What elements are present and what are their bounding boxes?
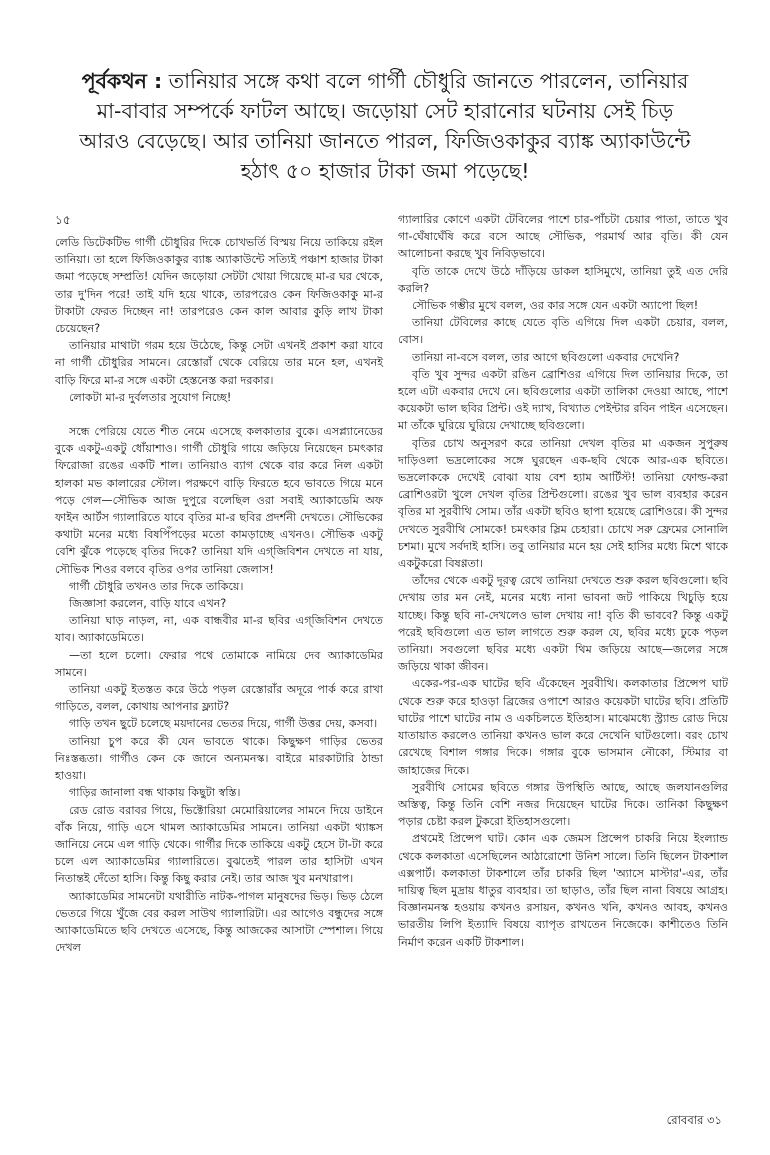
chapter-number: ১৫	[55, 213, 71, 227]
recap-intro	[72, 66, 698, 186]
paragraph: তানিয়া না-বসে বলল, তার আগে ছবিগুলো একবার দেখেনি?	[412, 350, 680, 364]
paragraph: অ্যাকাডেমির সামনেটা যথারীতি নাটক-পাগল মানুষদের ভিড়। ভিড় ঠেলে ভেতরে গিয়ে খুঁজে বের করল সাউথ গ্যালারিটা। এর আগেও বন্ধুদের সঙ্গে অ্যাকাডেমিতে ছবি দেখতে এসেছে, কিন্তু আজকের আসাটা স্পেশাল। গিয়ে দেখল	[55, 889, 383, 955]
left-column	[55, 234, 383, 956]
page-footer: রোববার ৩১	[666, 1113, 722, 1127]
paragraph: তাঁদের থেকে একটু দূরত্ব রেখে তানিয়া দেখতে শুরু করল ছবিগুলো। ছবি দেখায় তার মন নেই, মনের মধ্যে নানা ভাবনা জট পাকিয়ে খিচুড়ি হয়ে যাচ্ছে। কিন্তু ছবি না-দেখলেও ভাল দেখায় না! বৃতি কী ভাববে? কিন্তু একটু পরেই ছবিগুলো এত ভাল লাগতে শুরু করল যে, ছবির মধ্যে ঢুকে পড়ল তানিয়া। সবগুলো ছবির মধ্যে একটা থিম জড়িয়ে আছে—জলের সঙ্গে জড়িয়ে থাকা জীবন।	[398, 574, 728, 674]
paragraph: বৃতি খুব সুন্দর একটা রঙিন ব্রোশিওর এগিয়ে দিল তানিয়ার দিকে, তা হলে এটা একবার দেখে নে। ছবিগুলোর একটা তালিকা দেওয়া আছে, পাশে কয়েকটা ভাল ছবির প্রিন্ট। ওই দ্যাখ, বিখ্যাত পেইন্টার রবিন পাইন এসেছেন। মা তাঁকে ঘুরিয়ে ঘুরিয়ে দেখাচ্ছে ছবিগুলো।	[398, 367, 728, 433]
recap-label: পূর্বকথন :	[81, 69, 163, 93]
paragraph: গাড়ির জানালা বন্ধ থাকায় কিছুটা স্বস্তি।	[69, 786, 241, 800]
paragraph: জিজ্ঞাসা করলেন, বাড়ি যাবে এখন?	[69, 597, 227, 611]
paragraph: রেড রোড বরাবর গিয়ে, ভিক্টোরিয়া মেমোরিয়ালের সামনে দিয়ে ডাইনে বাঁক নিয়ে, গাড়ি এসে থামল অ্যাকাডেমির সামনে। তানিয়া একটা থ্যাঙ্কস জানিয়ে নেমে এল গাড়ি থেকে। গার্গীর দিকে তাকিয়ে একটু হেসে টা-টা করে চলে এল অ্যাকাডেমির গ্যালারিতে। বুঝতেই পারল তার হাসিটা এখন নিতান্তই দেঁতো হাসি। কিন্তু কিছু করার নেই। তার আজ খুব মনখারাপ।	[55, 803, 383, 886]
paragraph: তানিয়া চুপ করে কী যেন ভাবতে থাকে। কিছুক্ষণ গাড়ির ভেতর নিঃস্তব্ধতা। গার্গীও কেন কে জানে অন্যমনস্ক। বাইরে মারকাটারি ঠান্ডা হাওয়া।	[55, 734, 383, 783]
paragraph: তানিয়ার মাথাটা গরম হয়ে উঠেছে, কিন্তু সেটা এখনই প্রকাশ করা যাবে না গার্গী চৌধুরির সামনে। রেস্তোরাঁ থেকে বেরিয়ে তার মনে হল, এখনই বাড়ি ফিরে মা-র সঙ্গে একটা হেস্তনেস্ত করা দরকার।	[55, 339, 383, 387]
paragraph: সুরবীথি সোমের ছবিতে গঙ্গার উপস্থিতি আছে, আছে জলযানগুলির অস্তিত্ব, কিন্তু তিনি বেশি নজর দিয়েছেন ঘাটের দিকে। তানিকা কিছুক্ষণ পড়ার চেষ্টা করল টুকরো ইতিহাসগুলো।	[398, 780, 728, 829]
paragraph: তানিয়া ঘাড় নাড়ল, না, এক বান্ধবীর মা-র ছবির এগ্‌জিবিশন দেখতে যাব। অ্যাকাডেমিতে।	[55, 614, 383, 645]
recap-text: তানিয়ার সঙ্গে কথা বলে গার্গী চৌধুরি জানতে পারলেন, তানিয়ার মা-বাবার সম্পর্কে ফাটল আছে। জড়োয়া সেট হারানোর ঘটনায় সেই চিড় আরও বেড়েছে। আর তানিয়া জানতে পারল, ফিজিওকাকুর ব্যাঙ্ক অ্যাকাউন্টে হঠাৎ ৫০ হাজার টাকা জমা পড়েছে!	[79, 69, 691, 183]
paragraph: লেডি ডিটেকটিভ গার্গী চৌধুরির দিকে চোখভর্তি বিস্ময় নিয়ে তাকিয়ে রইল তানিয়া। তা হলে ফিজিওকাকুর ব্যাঙ্ক অ্যাকাউন্টে সত্যিই পঞ্চাশ হাজার টাকা জমা পড়েছে সম্প্রতি! যেদিন জড়োয়া সেটটা খোয়া গিয়েছে মা-র ঘর থেকে, তার দু'দিন পরে! তাই যদি হয়ে থাকে, তারপরেও কেন ফিজিওকাকু মা-র টাকাটা ফেরত দিচ্ছেন না! তারপরেও কেন কাল আবার কুড়ি লাখ টাকা চেয়েছেন?	[55, 236, 383, 336]
paragraph: বৃতি তাকে দেখে উঠে দাঁড়িয়ে ডাকল হাসিমুখে, তানিয়া তুই এত দেরি করলি?	[398, 264, 728, 295]
paragraph: প্রথমেই প্রিন্সেপ ঘাট। কোন এক জেমস প্রিন্সেপ চাকরি নিয়ে ইংল্যান্ড থেকে কলকাতা এসেছিলেন আঠারোশো উনিশ সালে। তিনি ছিলেন টাকশাল এক্সপার্ট। কলকাতা টাকশালে তাঁর চাকরি ছিল 'অ্যাসে মাস্টার'-এর, তাঁর দায়িত্ব ছিল মুদ্রায় ধাতুর ব্যবহার। তা ছাড়াও, তাঁর ছিল নানা বিষয়ে আগ্রহ। বিজ্ঞানমনস্ক হওয়ায় কখনও রসায়ন, কখনও খনি, কখনও আবহ, কখনও ভারতীয় লিপি ইত্যাদি বিষয়ে ব্যাপৃত রাখতেন নিজেকে। কাশীতেও তিনি নির্মাণ করেন একটি টাকশাল।	[398, 832, 728, 949]
paragraph: বৃতির চোখ অনুসরণ করে তানিয়া দেখল বৃতির মা একজন সুপুরুষ দাড়িওলা ভদ্রলোকের সঙ্গে ঘুরছেন এক-ছবি থেকে আর-এক ছবিতে। ভদ্রলোককে দেখেই বোঝা যায় বেশ হ্যাম আর্টিস্ট! তানিয়া ফোল্ড-করা ব্রোশিওরটা খুলে দেখল বৃতির প্রিন্টগুলো। রঙের খুব ভাল ব্যবহার করেন বৃতির মা সুরবীথি সোম। তাঁর একটা ছবিও ছাপা হয়েছে ব্রোশিওরে। কী সুন্দর দেখতে সুরবীথি সোমকে! চমৎকার স্লিম চেহারা। চোখে সরু ফ্রেমের সোনালি চশমা। মুখে সর্বদাই হাসি। তবু তানিয়ার মনে হয় সেই হাসির মধ্যে মিশে থাকে একটুকরো বিষণ্ণতা।	[398, 436, 728, 571]
paragraph: একের-পর-এক ঘাটের ছবি এঁকেছেন সুরবীথি। কলকাতার প্রিন্সেপ ঘাট থেকে শুরু করে হাওড়া ব্রিজের ওপাশে আরও কয়েকটা ঘাটের ছবি। প্রতিটি ঘাটের পাশে ঘাটের নাম ও একচিলতে ইতিহাস। মাঝেমধ্যে স্ট্র্যান্ড রোড দিয়ে যাতায়াত করলেও তানিয়া কখনও ভাল করে দেখেনি ঘাটগুলো। বরং চোখ রেখেছে বিশাল গঙ্গার দিকে। গঙ্গার বুকে ভাসমান নৌকো, স্টিমার বা জাহাজের দিকে।	[398, 677, 728, 777]
paragraph: —তা হলে চলো। ফেরার পথে তোমাকে নামিয়ে দেব অ্যাকাডেমির সামনে।	[55, 648, 383, 679]
paragraph: তানিয়া টেবিলের কাছে যেতে বৃতি এগিয়ে দিল একটা চেয়ার, বলল, বোস।	[398, 316, 728, 347]
paragraph: সন্ধে পেরিয়ে যেতে শীত নেমে এসেছে কলকাতার বুকে। এসপ্ল্যানেডের বুকে একটু-একটু ধোঁয়াশাও। গার্গী চৌধুরি গায়ে জড়িয়ে নিয়েছেন চমৎকার ফিরোজা রঙের একটি শাল। তানিয়াও ব্যাগ থেকে বার করে নিল একটা হালকা মভ কালারের স্টোল। পরক্ষণে বাড়ি ফিরতে হবে ভাবতে গিয়ে মনে পড়ে গেল—সৌভিক আজ দুপুরে বলেছিল ওরা সবাই অ্যাকাডেমি অফ ফাইন আর্টস গ্যালারিতে যাবে বৃতির মা-র ছবির প্রদর্শনী দেখতে। সৌভিকের কথাটা মনের মধ্যে বিষপিঁপড়ের মতো কামড়াচ্ছে এখনও। সৌভিক একটু বেশি ঝুঁকে পড়েছে বৃতির দিকে? তানিয়া যদি এগ্‌জিবিশন দেখতে না যায়, সৌভিক শিওর বলবে বৃতির ওপর তানিয়া জেলাস!	[55, 425, 383, 576]
paragraph: গাড়ি তখন ছুটে চলেছে ময়দানের ভেতর দিয়ে, গার্গী উত্তর দেয়, কসবা।	[69, 717, 378, 731]
paragraph: লোকটা মা-র দুর্বলতার সুযোগ নিচ্ছে!	[69, 390, 232, 404]
paragraph: গার্গী চৌধুরি তখনও তার দিকে তাকিয়ে।	[69, 579, 244, 593]
paragraph: গ্যালারির কোণে একটা টেবিলের পাশে চার-পাঁচটা চেয়ার পাতা, তাতে খুব গা-ঘেঁষাঘেঁষি করে বসে আছে সৌভিক, পরমার্থ আর বৃতি। কী যেন আলোচনা করছে খুব নিবিড়ভাবে।	[398, 213, 728, 261]
paragraph: সৌভিক গম্ভীর মুখে বলল, ওর কার সঙ্গে যেন একটা অ্যাপো ছিল!	[412, 299, 699, 313]
paragraph: তানিয়া একটু ইতস্তত করে উঠে পড়ল রেস্তোরাঁর অদূরে পার্ক করে রাখা গাড়িতে, বলল, কোথায় আপনার ফ্ল্যাট?	[55, 683, 383, 714]
right-column	[398, 211, 728, 951]
